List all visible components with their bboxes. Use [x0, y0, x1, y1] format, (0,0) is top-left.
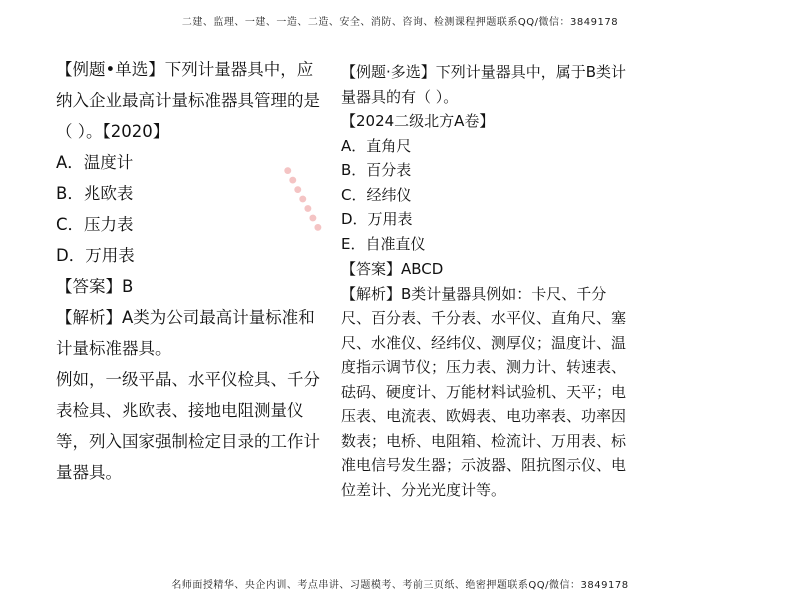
analysis-text: 【解析】B类计量器具例如：卡尺、千分尺、百分表、千分表、水平仪、直角尺、塞尺、水准仪、经纬仪、测厚仪；温度计、温度指示调节仪；压力表、测力计、转速表、砝码、硬度计、万能材料试验机、天平；电压表、电流表、欧姆表、电功率表、功率因数表；电桥、电阻箱、检流计、万用表、标准电信号发生器；示波器、阻抗图示仪、电位差计、分光光度计等。 [341, 284, 627, 499]
option-c: C．压力表 [56, 215, 134, 234]
option-d: D．万用表 [341, 210, 413, 228]
right-column [341, 60, 631, 502]
option-e: E．自准直仪 [341, 234, 426, 253]
left-column [56, 54, 326, 488]
question-text: 【例题·多选】下列计量器具中，属于B类计量器具的有（ ）。 [341, 63, 627, 106]
option-d: D．万用表 [56, 246, 135, 265]
source-text: 【2024二级北方A卷】 [341, 112, 495, 130]
option-b: B．百分表 [341, 161, 412, 179]
option-c: C．经纬仪 [341, 185, 412, 204]
question-text: 【例题•单选】下列计量器具中，应纳入企业最高计量标准器具管理的是（ ）。【2020】 [56, 60, 320, 141]
watermark: ● ● ● ● ● ● ● [281, 165, 324, 234]
option-b: B．兆欧表 [56, 184, 134, 203]
example-text: 例如，一级平晶、水平仪检具、千分表检具、兆欧表、接地电阻测量仪等，列入国家强制检定目录的工作计量器具。 [56, 370, 320, 482]
bottom-banner: 名师面授精华、央企内训、考点串讲、习题模考、考前三页纸、绝密押题联系QQ/微信：3849178 [171, 580, 629, 591]
top-banner: 二建、监理、一建、一造、二造、安全、消防、咨询、检测课程押题联系QQ/微信：3849178 [181, 17, 619, 28]
answer-text: 【答案】B [56, 277, 134, 296]
option-a: A．直角尺 [341, 136, 412, 155]
option-a: A．温度计 [56, 153, 134, 172]
analysis-text: 【解析】A类为公司最高计量标准和计量标准器具。 [56, 308, 315, 358]
answer-text: 【答案】ABCD [341, 260, 444, 278]
